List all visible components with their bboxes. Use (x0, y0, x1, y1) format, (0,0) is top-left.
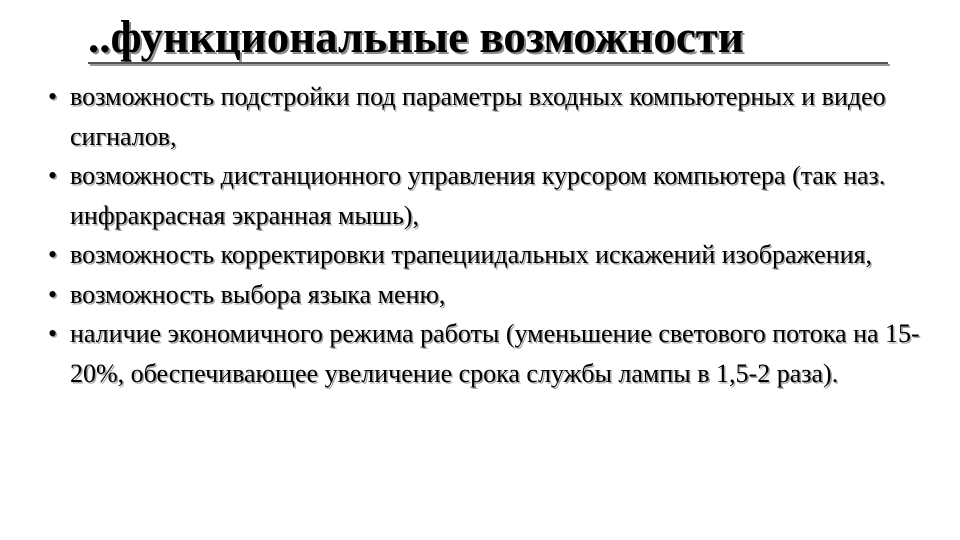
bullet-text: возможность подстройки под параметры входных компьютерных и видео сигналов, (70, 82, 886, 151)
bullet-text: возможность дистанционного управления курсором компьютера (так наз. инфракрасная экранная мышь), (70, 161, 886, 230)
bullet-text: возможность корректировки трапециидальных искажений изображения, (70, 240, 873, 269)
bullet-icon: • (48, 82, 58, 111)
list-item (48, 235, 928, 275)
bullet-text: наличие экономичного режима работы (уменьшение светового потока на 15-20%, обеспечивающее увеличение срока службы лампы в 1,5-2 раза). (70, 319, 920, 388)
list-item (48, 77, 928, 156)
list-item (48, 275, 928, 315)
bullet-icon: • (48, 240, 58, 269)
bullet-icon: • (48, 161, 58, 190)
title-underline (88, 62, 888, 64)
slide-title: ..функциональные возможности (88, 12, 744, 62)
bullet-list (48, 77, 928, 393)
bullet-icon: • (48, 319, 58, 348)
bullet-icon: • (48, 279, 58, 309)
list-item (48, 156, 928, 235)
list-item (48, 314, 928, 393)
bullet-text: возможность выбора языка меню, (70, 279, 446, 309)
